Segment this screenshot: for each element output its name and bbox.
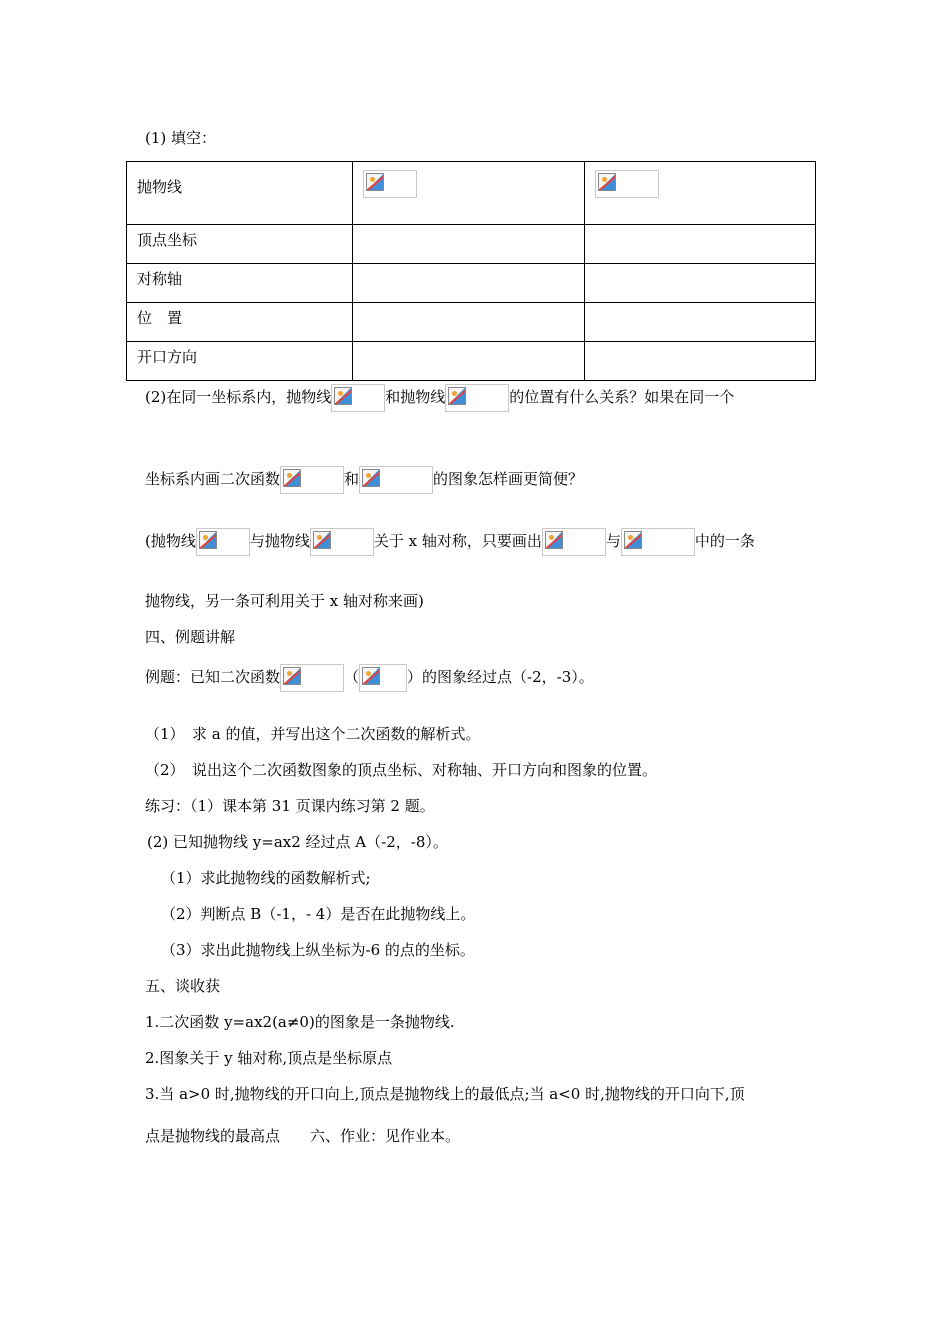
broken-image-icon (598, 173, 616, 191)
table-cell (353, 162, 585, 225)
text-segment: 与抛物线 (249, 532, 310, 550)
table-cell (584, 264, 816, 303)
table-cell (127, 303, 353, 342)
example-line (145, 664, 594, 692)
question-2-line-2 (145, 466, 583, 494)
row-label: 开口方向 (137, 348, 198, 366)
formula-image (310, 528, 374, 556)
text-segment: 中的一条 (694, 532, 755, 550)
row-label: 位 置 (137, 309, 183, 327)
broken-image-icon (334, 387, 352, 405)
formula-image (621, 528, 695, 556)
practice-line-2: (2) 已知抛物线 y=ax2 经过点 A（-2，-8）。 (147, 833, 448, 851)
table-cell (584, 162, 816, 225)
table-cell (127, 342, 353, 381)
example-subquestion-1: （1） 求 a 的值，并写出这个二次函数的解析式。 (145, 725, 481, 743)
table-cell (353, 225, 585, 264)
formula-image (445, 384, 509, 412)
row-label: 顶点坐标 (137, 231, 198, 249)
text-segment: (抛物线 (145, 532, 196, 550)
practice-subitem-3: （3）求出此抛物线上纵坐标为-6 的点的坐标。 (161, 941, 475, 959)
practice-subitem-1: （1）求此抛物线的函数解析式; (161, 869, 371, 887)
question-2-line-1 (145, 384, 734, 412)
table-row (127, 162, 816, 225)
broken-image-icon (448, 387, 466, 405)
table-cell (584, 225, 816, 264)
table-header-label: 抛物线 (137, 178, 183, 196)
question-2-line-3 (145, 528, 755, 556)
broken-image-icon (366, 173, 384, 191)
table-cell (127, 264, 353, 303)
broken-image-icon (199, 531, 217, 549)
table-cell (584, 342, 816, 381)
formula-image (595, 170, 659, 198)
row-label: 对称轴 (137, 270, 183, 288)
formula-image (196, 528, 250, 556)
example-subquestion-2: （2） 说出这个二次函数图象的顶点坐标、对称轴、开口方向和图象的位置。 (145, 761, 658, 779)
table-row (127, 303, 816, 342)
table-row (127, 264, 816, 303)
broken-image-icon (624, 531, 642, 549)
broken-image-icon (313, 531, 331, 549)
formula-image (331, 384, 385, 412)
text-segment: 和 (344, 470, 360, 488)
formula-image (280, 664, 344, 692)
summary-line-2: 2.图象关于 y 轴对称,顶点是坐标原点 (145, 1049, 393, 1067)
text-segment: 坐标系内画二次函数 (145, 470, 281, 488)
formula-image (542, 528, 606, 556)
formula-image (363, 170, 417, 198)
broken-image-icon (362, 667, 380, 685)
broken-image-icon (283, 667, 301, 685)
broken-image-icon (362, 469, 380, 487)
table-cell (127, 225, 353, 264)
table-cell (584, 303, 816, 342)
table-cell (353, 264, 585, 303)
table-cell (127, 162, 353, 225)
table-cell (353, 342, 585, 381)
summary-line-3: 3.当 a>0 时,抛物线的开口向上,顶点是抛物线上的最低点;当 a<0 时,抛物线的开口向下,顶 (145, 1085, 745, 1103)
table-row (127, 342, 816, 381)
section-5-heading: 五、谈收获 (145, 977, 221, 995)
broken-image-icon (283, 469, 301, 487)
summary-line-1: 1.二次函数 y=ax2(a≠0)的图象是一条抛物线. (145, 1013, 455, 1031)
text-segment: 关于 x 轴对称，只要画出 (373, 532, 542, 550)
formula-image (359, 664, 407, 692)
question-2-line-4: 抛物线，另一条可利用关于 x 轴对称来画) (145, 592, 424, 610)
text-segment: ）的图象经过点（-2，-3）。 (407, 668, 594, 686)
text-segment: 的位置有什么关系？如果在同一个 (509, 388, 735, 406)
text-segment: 例题：已知二次函数 (145, 668, 281, 686)
text-segment: (2)在同一坐标系内，抛物线 (145, 388, 332, 406)
table-cell (353, 303, 585, 342)
summary-line-4: 点是抛物线的最高点 六、作业：见作业本。 (145, 1127, 461, 1145)
text-segment: 和抛物线 (385, 388, 446, 406)
formula-image (280, 466, 344, 494)
practice-subitem-2: （2）判断点 B（-1，- 4）是否在此抛物线上。 (161, 905, 476, 923)
broken-image-icon (545, 531, 563, 549)
text-segment: （ (344, 668, 360, 686)
text-segment: 的图象怎样画更简便？ (433, 470, 584, 488)
section-4-heading: 四、例题讲解 (145, 628, 236, 646)
fill-in-table (126, 161, 816, 381)
practice-line-1: 练习：（1）课本第 31 页课内练习第 2 题。 (145, 797, 435, 815)
text-segment: 与 (605, 532, 621, 550)
formula-image (359, 466, 433, 494)
question-1-label: (1) 填空： (145, 129, 217, 147)
table-row (127, 225, 816, 264)
